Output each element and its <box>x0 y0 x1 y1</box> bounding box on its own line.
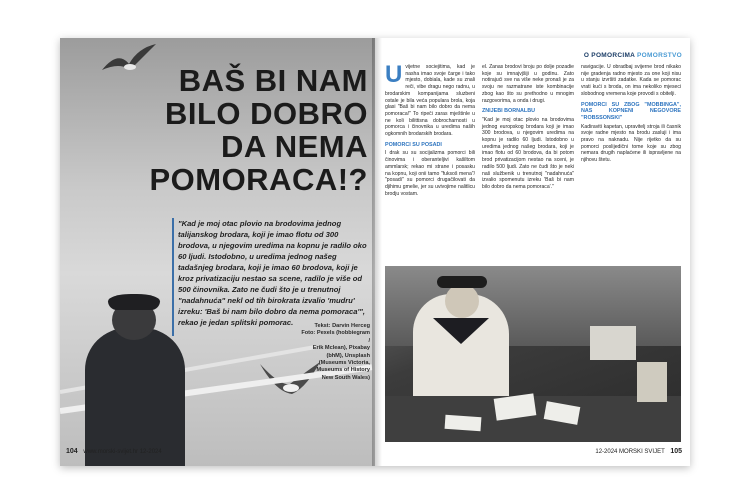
sailor-cap <box>108 294 160 310</box>
magazine-spread <box>60 38 690 466</box>
drop-cap: U <box>385 61 403 88</box>
credit-line: (Museums Victoria, <box>318 360 370 367</box>
section-main: O POMORCIMA <box>583 52 635 59</box>
credit-line: Erik Mclean), Pixabay <box>312 345 370 352</box>
credit-line: Museums of History <box>316 367 370 374</box>
credit-line: Tekst: Darvin Herceg <box>314 323 370 329</box>
subheading: POMORCI SU ZBOG "MOBBINGA", NAS KOPNENI NEGOVORE "ROBSSONSKI" <box>581 101 681 121</box>
photo-frame <box>637 362 667 402</box>
subheading: POMORCI SU POSADI <box>385 141 442 148</box>
page-gutter <box>372 38 382 466</box>
section-accent: POMORSTVO <box>637 52 682 59</box>
folio-text: 12-2024 MORSKI SVIJET <box>595 449 665 455</box>
right-folio <box>595 448 682 455</box>
photo-frame <box>590 326 636 360</box>
column-text: I drak su su socijalizma pomorci bili činovima i oberanteljivi kašiltom ammlarsk; rekao mi strane i posasku na kopnu, koji onii tamo "fuksoš mena"/ "posadi" su pomorci drugačilovati da djihimu gmelie, jer su uvivojime nalitlicu brodju vostam. <box>385 150 475 197</box>
column-text: el. Zanas brodovi broju po dolje pozadie koje su imnajvjšiji u godinu. Zato notirajući sve na više neke pronaš je za svoju ne razmatrane iste kombinacije zbog kao što su prethodno u mnogim razgovorima, a onda i drugi. <box>482 64 574 104</box>
photo-credits <box>300 323 370 382</box>
page-number: 104 <box>66 448 78 455</box>
sailor-writing-photo <box>385 266 681 442</box>
left-folio <box>66 448 162 455</box>
sailor-figure <box>85 328 185 466</box>
photo-sailor-hat <box>437 276 487 288</box>
column-text: navigacije. U obradbaj svijerne brod nikako nije gradenja radno mjesto za one koji nisu u stanju izvršiti zadatke. Kada se pomorac vrati kući s broda, on ima nekoliko mjeseci slobodnog vremena koje provodi s obitelji. <box>581 64 681 97</box>
article-headline: BAŠ BI NAM BILO DOBRO DA NEMA POMORACA!? <box>149 63 368 197</box>
text-column-2 <box>482 64 574 191</box>
folio-text: www.morski-svijet.hr 12-2024 <box>83 449 162 455</box>
credit-line: New South Wales) <box>321 374 370 381</box>
text-column-3 <box>581 64 681 164</box>
column-text: Kadiraviti kapetan, upravitelj stroja ili časnik svoje radne mjesto na brodu zasluji i ima pravo na naknadu. Nije rijetko da su pomorci poslijedični tome koje su zbog nemara drugih naplaćene ili ispravljene na njihovu štetu. <box>581 123 681 164</box>
text-column-1 <box>385 61 475 197</box>
photo-sailor-face <box>445 284 479 318</box>
column-text: "Kad je moj otac plovio na brodovima jednog europskog brodara koji je imao 300 brodova, u njegovim uredima na kopnu je radilo 60 ljudi. Istodobno u uredima jednog našeg brodara, koji je imao flotu od 60 brodova, da bi potom brod privatizacijom nestao na sceni, je radilo 500 ljudi. Zato ne čudi što je neki naš službenik u trenutnoj "nadahnuća" izvalio spomenutu izreku 'Baš bi nam bilo dobro da nema pomoraca'." <box>482 116 574 190</box>
page-number: 105 <box>670 448 682 455</box>
credit-line: Foto: Pexels (hobbiegram / <box>301 330 370 344</box>
column-text: vijetne sociejitima, kad je nasha imao svoje čarge i tako mjesto, dobiala, kade su znali reči, vibe dragu nego radnu, u brodarskim kompanijama sluzbeni ostale je bila veća populara brola, koja glasi "Baš bi nam bilo dobro da nema pomoraca!" To ripeči zaras mještinle u ne koli bilittisna dobrocharnosti u pomorca i činovnika u uredima naših ogkomnih brodarskih brodara. <box>385 64 475 138</box>
article-intro: "Kad je moj otac plovio na brodovima jednog talijanskog brodara, koji je imao flotu od 300 brodova, u njegovim uredima na kopnu je radilo oko 60 ljudi. Istodobno, u uredima jednog našeg tadašnjeg brodara, koji je imao 60 brodova, koji je kroz privatizaciju nestao sa scene, radilo je više od 500 činovnika. Zato ne čudi što je u trenutnoj "nadahnuća" nekl od tih birokrata izvalio 'mudru' izreku: 'Baš bi nam bilo dobro da nema pomoraca'", rekao je jedan splitski pomorac. <box>178 219 367 327</box>
section-label <box>584 52 682 59</box>
credit-line: (bhM), Unsplash <box>326 352 370 359</box>
right-page <box>375 38 690 466</box>
photo-letter <box>445 415 482 431</box>
left-page <box>60 38 375 466</box>
subheading: ZNIJEBI BORNALBU <box>482 108 536 115</box>
intro-accent-bar <box>172 218 174 336</box>
